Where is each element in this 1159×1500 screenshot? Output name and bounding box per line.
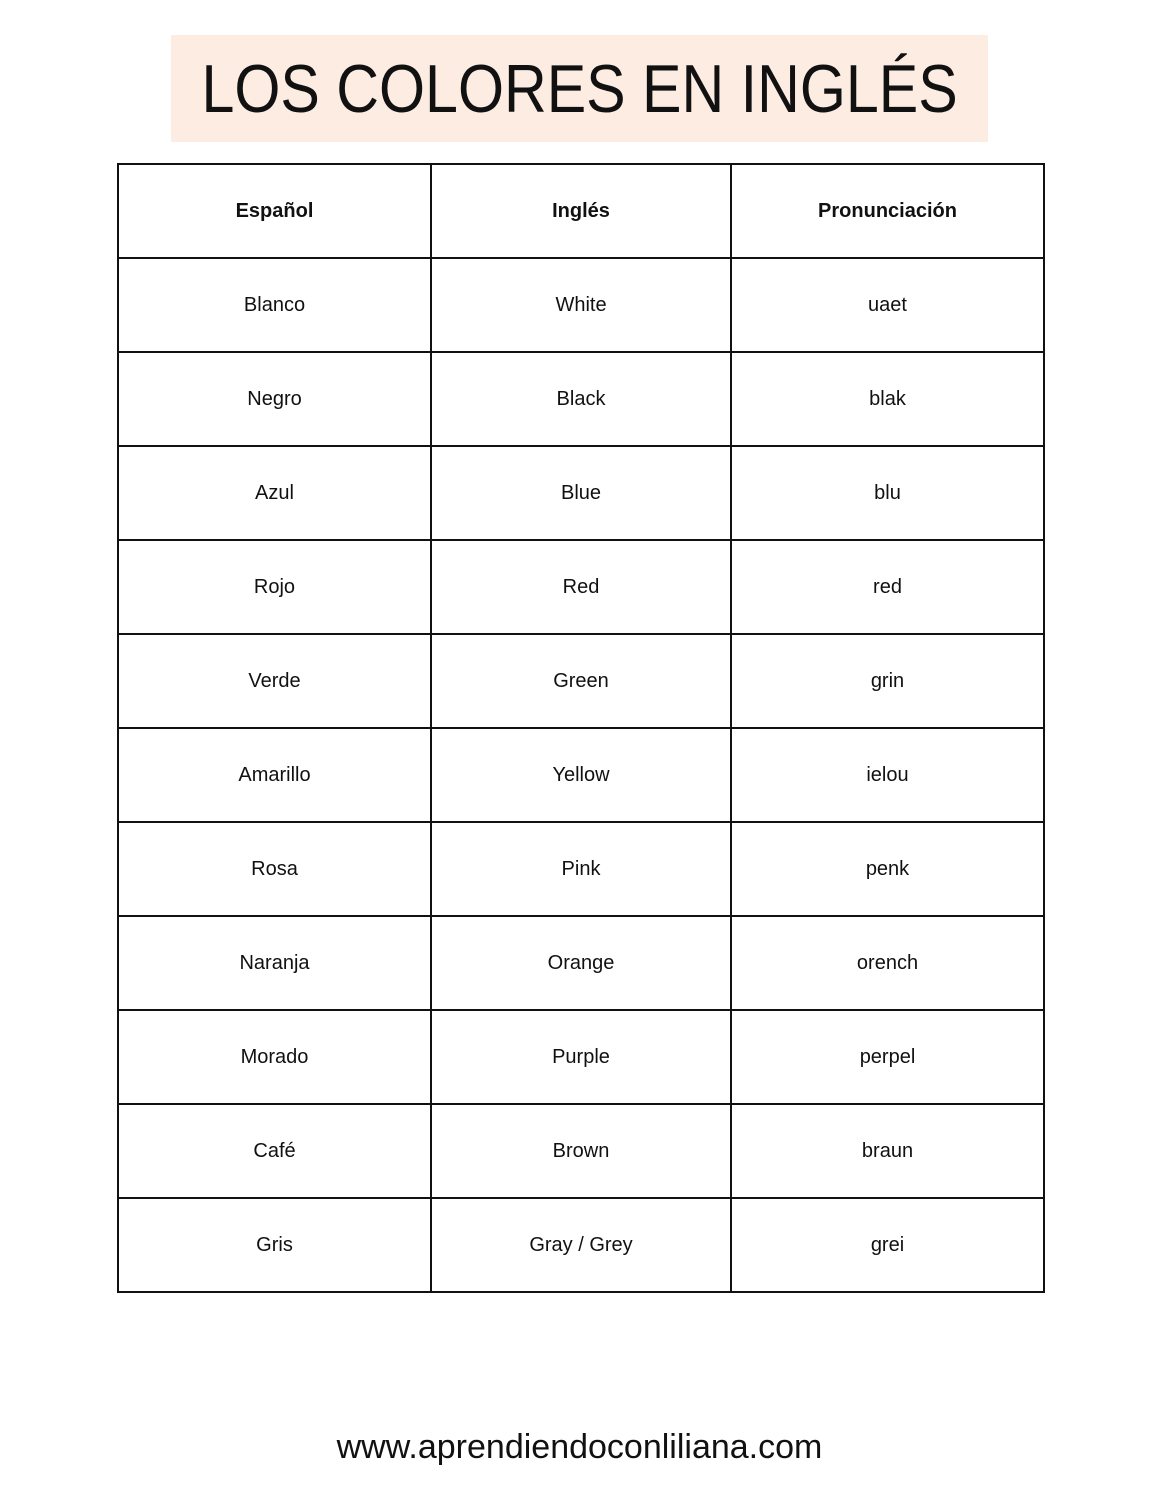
cell-english: Blue [431,446,731,540]
cell-spanish: Blanco [118,258,431,352]
cell-pronunciation: blak [731,352,1044,446]
cell-pronunciation: perpel [731,1010,1044,1104]
cell-english: Red [431,540,731,634]
table-row [118,1010,1044,1104]
title-banner [171,35,988,142]
table-row [118,352,1044,446]
header-pronunciation: Pronunciación [731,164,1044,258]
cell-english: Purple [431,1010,731,1104]
table-row [118,446,1044,540]
cell-english: Yellow [431,728,731,822]
cell-spanish: Naranja [118,916,431,1010]
cell-pronunciation: blu [731,446,1044,540]
cell-spanish: Gris [118,1198,431,1292]
cell-pronunciation: red [731,540,1044,634]
cell-pronunciation: grin [731,634,1044,728]
header-spanish: Español [118,164,431,258]
cell-spanish: Negro [118,352,431,446]
table-row [118,1198,1044,1292]
cell-pronunciation: penk [731,822,1044,916]
table-row [118,728,1044,822]
cell-pronunciation: ielou [731,728,1044,822]
table-row [118,258,1044,352]
table-header-row [118,164,1044,258]
table-row [118,1104,1044,1198]
cell-english: White [431,258,731,352]
cell-spanish: Morado [118,1010,431,1104]
colors-table [117,163,1045,1293]
cell-pronunciation: grei [731,1198,1044,1292]
page-title: LOS COLORES EN INGLÉS [201,50,958,127]
table-row [118,916,1044,1010]
cell-english: Gray / Grey [431,1198,731,1292]
cell-pronunciation: braun [731,1104,1044,1198]
cell-spanish: Café [118,1104,431,1198]
cell-spanish: Rosa [118,822,431,916]
cell-spanish: Amarillo [118,728,431,822]
cell-english: Brown [431,1104,731,1198]
table-row [118,634,1044,728]
table-row [118,540,1044,634]
cell-spanish: Rojo [118,540,431,634]
header-english: Inglés [431,164,731,258]
cell-spanish: Azul [118,446,431,540]
cell-pronunciation: orench [731,916,1044,1010]
cell-spanish: Verde [118,634,431,728]
cell-english: Green [431,634,731,728]
website-url: www.aprendiendoconliliana.com [336,1428,823,1466]
cell-pronunciation: uaet [731,258,1044,352]
cell-english: Orange [431,916,731,1010]
table-row [118,822,1044,916]
cell-english: Black [431,352,731,446]
cell-english: Pink [431,822,731,916]
